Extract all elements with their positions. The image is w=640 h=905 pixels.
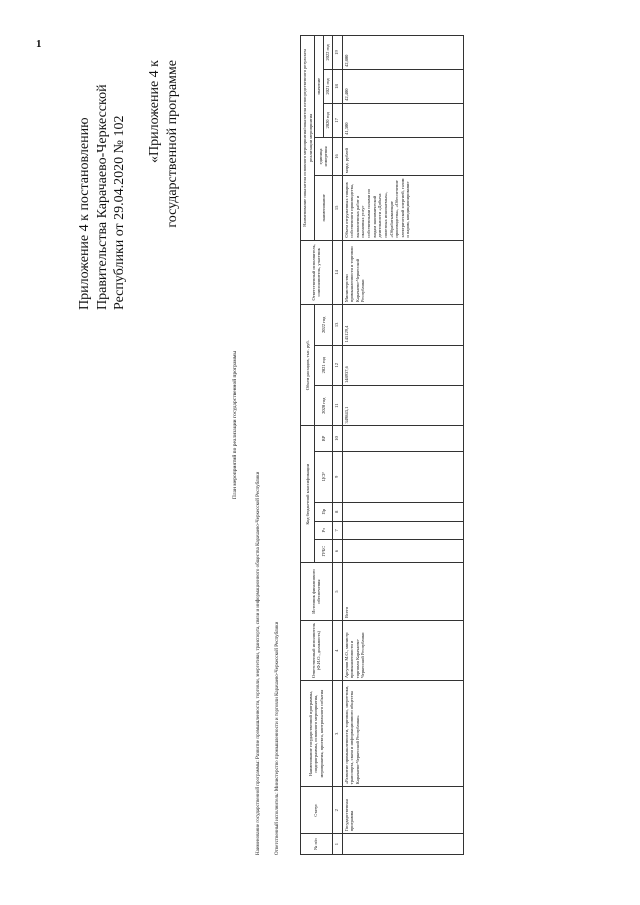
th-resp-exec: Ответственный исполнитель, соисполнитель, участник [301, 240, 333, 305]
th-v2020: 2020 год [323, 103, 332, 137]
cell-rz [342, 521, 463, 540]
cell-csr [342, 451, 463, 502]
col-num: 7 [332, 521, 342, 540]
cell-v2021: 42,400 [342, 70, 463, 104]
table-row [342, 36, 463, 855]
cell-ind-name: Объем отгруженных товаров собственного производства, выполненных работ и оказанных услуг собственными силами по видам экономической деятельности «Добыча полезных ископаемых», «Обрабатывающие производства», «Обеспечение электрической энергией, газом и паром, кондиционирование [342, 176, 463, 241]
cell-executor: Аргунов М.О., министр промышленности и торговли Карачаево-Черкесской Республики [342, 621, 463, 681]
cell-name: «Развитие промышленности, торговли, энергетики, транспорта, связи и информационного общества Карачаево-Черкесской Республики» [342, 681, 463, 787]
th-ind-name: наименование [315, 176, 332, 241]
column-number-row [332, 36, 342, 855]
th-2022: 2022 год [315, 305, 332, 345]
responsible-executor: Ответственный исполнитель: Министерство промышленности и торговли Карачаево-Черкесской Республики [275, 621, 280, 855]
th-executor: Ответственный исполнитель (Ф.И.О., должность) [301, 621, 333, 681]
cell-2022: 145129,4 [342, 305, 463, 345]
page-number: 1 [36, 38, 42, 50]
th-2021: 2021 год [315, 345, 332, 385]
th-budget-code: Код бюджетной классификации [301, 426, 315, 563]
cell-no [342, 834, 463, 855]
plan-title: План мероприятий по реализации государственной программы [232, 350, 238, 500]
th-name: Наименование государственной программы, подпрограммы, основного мероприятия, мероприятия, проекта, контрольного события [301, 681, 333, 787]
col-num: 18 [332, 70, 342, 104]
col-num: 16 [332, 137, 342, 175]
th-2020: 2020 год [315, 385, 332, 425]
plan-table [300, 35, 464, 855]
cell-status: Государственная программа [342, 787, 463, 834]
cell-v2020: 41,300 [342, 103, 463, 137]
col-num: 8 [332, 502, 342, 521]
col-num: 11 [332, 385, 342, 425]
header-line-2: Правительства Карачаево-Черкесской [94, 84, 110, 310]
th-indicators: Наименование показателя основного мероприятия/показателя непосредственного результата реализации мероприятия [301, 36, 315, 241]
cell-pr [342, 502, 463, 521]
th-pr: Пр [315, 502, 332, 521]
th-vr: ВР [315, 426, 332, 451]
col-num: 15 [332, 176, 342, 241]
col-num: 10 [332, 426, 342, 451]
th-value: значение [315, 36, 324, 138]
cell-2021: 148937,6 [342, 345, 463, 385]
col-num: 5 [332, 563, 342, 621]
th-status: Статус [301, 787, 333, 834]
cell-v2022: 42,800 [342, 36, 463, 70]
cell-resp-exec: Министерство промышленности и торговли Карачаево-Черкесской Республики [342, 240, 463, 305]
header-line-1: Приложение 4 к постановлению [77, 117, 92, 310]
col-num: 2 [332, 787, 342, 834]
header-line-4: «Приложение 4 к [147, 60, 162, 163]
program-name: Наименование государственной программы: Развитие промышленности, торговли, энергетики, транспорта, связи и информационного общества Карачаево-Черкесской Республики [256, 471, 261, 855]
col-num: 13 [332, 305, 342, 345]
cell-source: Всего [342, 563, 463, 621]
cell-2020: 349843,1 [342, 385, 463, 425]
th-csr: ЦСР [315, 451, 332, 502]
th-v2021: 2021 год [323, 70, 332, 104]
col-num: 12 [332, 345, 342, 385]
col-num: 9 [332, 451, 342, 502]
cell-vr [342, 426, 463, 451]
th-grbs: ГРБС [315, 540, 332, 563]
header-line-3: Республики от 29.04.2020 № 102 [112, 115, 127, 310]
th-unit: единица измерения [315, 137, 332, 175]
col-num: 17 [332, 103, 342, 137]
col-num: 3 [332, 681, 342, 787]
col-num: 4 [332, 621, 342, 681]
th-source: Источник финансового обеспечения [301, 563, 333, 621]
col-num: 6 [332, 540, 342, 563]
header-line-5: государственной программе [164, 60, 180, 228]
th-volume: Объем расходов, тыс. руб. [301, 305, 315, 426]
cell-unit: млрд. рублей [342, 137, 463, 175]
col-num: 1 [332, 834, 342, 855]
col-num: 14 [332, 240, 342, 305]
th-no: № п/п [301, 834, 333, 855]
col-num: 19 [332, 36, 342, 70]
th-rz: Рз [315, 521, 332, 540]
cell-grbs [342, 540, 463, 563]
th-v2022: 2022 год [323, 36, 332, 70]
